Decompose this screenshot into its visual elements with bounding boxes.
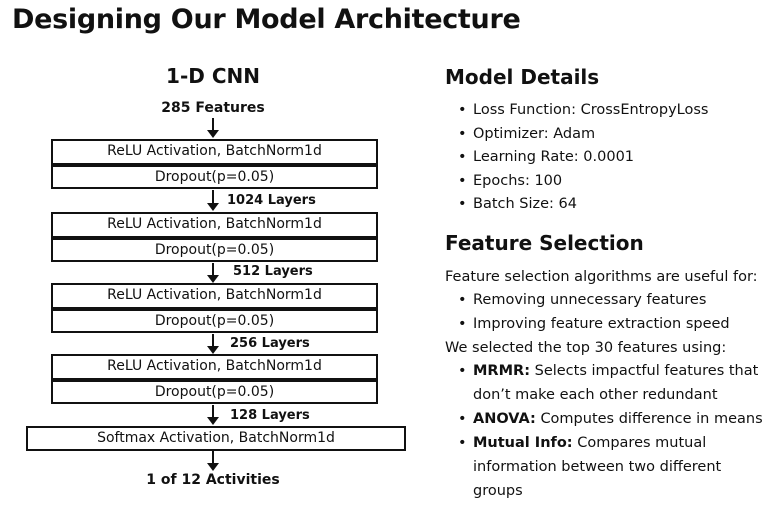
softmax-box: Softmax Activation, BatchNorm1d [26, 426, 406, 451]
layer-label: 128 Layers [230, 408, 310, 423]
arrow-icon [207, 451, 219, 471]
method-name: ANOVA: [473, 411, 536, 427]
method-desc: Selects impactful features that don’t make each other redundant [473, 363, 759, 403]
layer-label: 1024 Layers [227, 193, 316, 208]
arrow-icon [207, 334, 219, 354]
activation-box: ReLU Activation, BatchNorm1d [51, 283, 378, 309]
method-desc: Compares mutual information between two different groups [473, 435, 722, 499]
method-name: Mutual Info: [473, 435, 573, 451]
cnn-title: 1-D CNN [166, 64, 260, 88]
methods-list [455, 359, 770, 503]
arrow-icon [207, 190, 219, 211]
method-desc: Computes difference in means [540, 411, 763, 427]
input-label: 285 Features [161, 100, 265, 116]
list-item: • Batch Size: 64 [455, 193, 708, 217]
method-intro: We selected the top 30 features using: [445, 340, 727, 356]
arrow-icon [207, 118, 219, 138]
dropout-box: Dropout(p=0.05) [51, 238, 378, 262]
dropout-box: Dropout(p=0.05) [51, 165, 378, 189]
list-item: • Epochs: 100 [455, 170, 708, 194]
list-item: • Loss Function: CrossEntropyLoss [455, 99, 708, 123]
model-details-heading: Model Details [445, 65, 600, 89]
dropout-box: Dropout(p=0.05) [51, 309, 378, 333]
feature-selection-intro: Feature selection algorithms are useful for: [445, 269, 758, 285]
list-item: • Learning Rate: 0.0001 [455, 146, 708, 170]
model-details-list [455, 99, 708, 217]
list-item: • Improving feature extraction speed [455, 313, 730, 337]
list-item: • Optimizer: Adam [455, 123, 708, 147]
arrow-icon [207, 263, 219, 283]
list-item [455, 407, 770, 431]
output-label: 1 of 12 Activities [146, 472, 280, 488]
list-item: • Removing unnecessary features [455, 289, 730, 313]
layer-label: 256 Layers [230, 336, 310, 351]
list-item [455, 359, 770, 407]
page-title: Designing Our Model Architecture [12, 4, 521, 35]
method-name: MRMR: [473, 363, 530, 379]
dropout-box: Dropout(p=0.05) [51, 380, 378, 404]
layer-label: 512 Layers [233, 264, 313, 279]
feature-selection-heading: Feature Selection [445, 231, 644, 255]
feature-uses-list [455, 289, 730, 336]
activation-box: ReLU Activation, BatchNorm1d [51, 354, 378, 380]
arrow-icon [207, 405, 219, 425]
list-item [455, 431, 770, 503]
activation-box: ReLU Activation, BatchNorm1d [51, 212, 378, 238]
activation-box: ReLU Activation, BatchNorm1d [51, 139, 378, 165]
